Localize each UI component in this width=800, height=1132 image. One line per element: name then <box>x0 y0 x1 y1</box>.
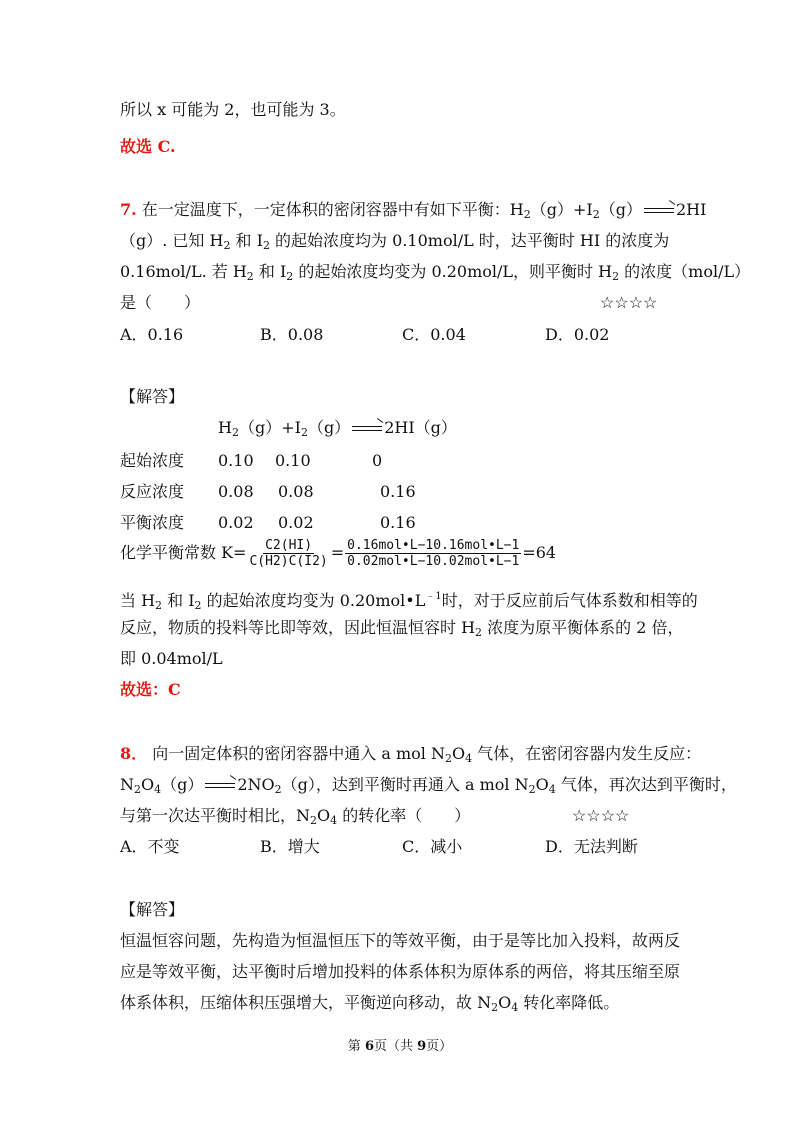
concentration-fraction: $\frac{C2(HI)}{C(H2)C(I2)}$ <box>249 538 328 569</box>
intro-text: 所以 x 可能为 2，也可能为 3。 <box>120 100 346 119</box>
solution8-line1: 恒温恒容问题，先构造为恒温恒压下的等效平衡，由于是等比加入投料，故两反 <box>120 931 681 950</box>
q8-option-b: B．增大 <box>260 837 320 856</box>
table-cell: 0.10 <box>218 451 254 470</box>
solution7-equation: $H_2(g)+I_2(g)$ 2HI（g） <box>218 418 457 439</box>
table-cell: 0.08 <box>218 482 254 501</box>
solution8-heading: 【解答】 <box>120 900 185 919</box>
table-cell: 0.16 <box>380 513 416 532</box>
q7-option-c: C．0.04 <box>402 325 466 344</box>
q8-stem-line2: $N_2O_4(g)$ $2NO_2(g)$，达到平衡时再通入 a mol $N_2O_4$ 气体，再次达到平衡时， <box>120 775 737 796</box>
q7-difficulty-stars: ☆☆☆☆ <box>600 293 658 312</box>
page-total: 9 <box>417 1039 427 1054</box>
equilibrium-arrow-icon <box>644 206 674 216</box>
table-row-label: 起始浓度 <box>120 451 185 470</box>
solution7-text-line3: 即 0.04mol/L <box>120 649 223 668</box>
table-row-label: 平衡浓度 <box>120 513 185 532</box>
q8-option-d: D．无法判断 <box>545 837 638 856</box>
solution7-text-line1: 当 $H_2$ 和 $I_2$ 的起始浓度均变为 $0.20mol•L^{﹣1}$时，对于反应前后气体系数和相等的 <box>120 591 698 612</box>
equilibrium-arrow-icon <box>205 781 235 791</box>
solution7-answer: 故选：C <box>120 680 181 699</box>
q7-option-a: A．0.16 <box>120 325 184 344</box>
value-fraction: $\frac{\text{0.16mol•L−10.16mol•L−1}}{\text{0.02mol•L−10.02mol•L−1}}$ <box>347 538 520 569</box>
intro-answer: 故选 C. <box>120 137 176 156</box>
solution8-line3: 体系体积，压缩体积压强增大，平衡逆向移动，故 $N_2O_4$ 转化率降低。 <box>120 993 620 1014</box>
q8-stem-line1: 8． 向一固定体积的密闭容器中通入 a mol $N_2O_4$ 气体，在密闭容器内发生反应： <box>120 744 702 765</box>
table-cell: 0.08 <box>278 482 314 501</box>
q8-stem-line3: 与第一次达平衡时相比，$N_2O_4$ 的转化率（ ） <box>120 806 471 827</box>
table-cell: 0.10 <box>275 451 311 470</box>
q7-option-b: B．0.08 <box>260 325 324 344</box>
equilibrium-constant-formula: 化学平衡常数 K= $\frac{C2(HI)}{C(H2)C(I2)}$ = $\frac{\text{0.16mol•L−10.16mol•L−1}}{\text{0.02mol•L−10.02mol•L−1}}$ =64 <box>120 538 557 569</box>
q7-number: 7. <box>120 200 137 219</box>
page-number: 6 <box>364 1039 374 1054</box>
solution7-heading: 【解答】 <box>120 387 185 406</box>
page-footer: 第 6页（共 9页） <box>347 1039 453 1054</box>
table-cell: 0.16 <box>380 482 416 501</box>
table-cell: 0.02 <box>218 513 254 532</box>
q7-stem-line3: 0.16mol/L. 若 $H_2$ 和 $I_2$ 的起始浓度均变为 0.20mol/L，则平衡时 $H_2$ 的浓度（mol/L） <box>120 262 751 283</box>
q7-option-d: D．0.02 <box>545 325 610 344</box>
table-cell: 0.02 <box>278 513 314 532</box>
table-cell: 0 <box>372 451 383 470</box>
q7-stem-line2: （g）. 已知 $H_2$ 和 $I_2$ 的起始浓度均为 0.10mol/L 时，达平衡时 HI 的浓度为 <box>120 231 670 252</box>
q8-number: 8． <box>120 744 148 763</box>
q7-stem-line1: 7. 在一定温度下，一定体积的密闭容器中有如下平衡：$H_2(g)+I_2(g)$ 2HI <box>120 200 707 221</box>
q8-option-c: C．减小 <box>402 837 463 856</box>
solution8-line2: 应是等效平衡，达平衡时后增加投料的体系体积为原体系的两倍，将其压缩至原 <box>120 962 681 981</box>
solution7-text-line2: 反应，物质的投料等比即等效，因此恒温恒容时 $H_2$ 浓度为原平衡体系的 2 倍， <box>120 618 684 639</box>
q7-stem-line4: 是（ ） <box>120 293 201 312</box>
equilibrium-arrow-icon <box>352 424 382 434</box>
q8-difficulty-stars: ☆☆☆☆ <box>572 806 630 825</box>
table-row-label: 反应浓度 <box>120 482 185 501</box>
q8-option-a: A．不变 <box>120 837 180 856</box>
